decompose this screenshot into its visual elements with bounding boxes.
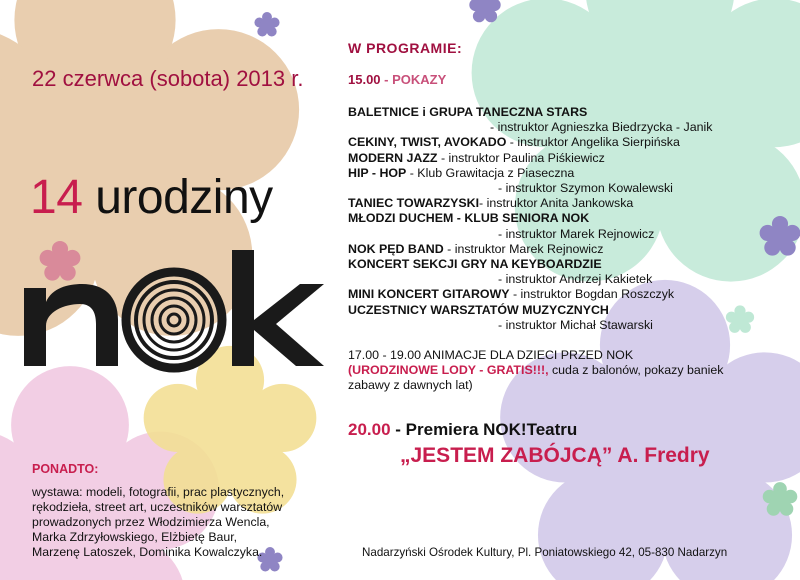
- program-instructor: - instruktor Michał Stawarski: [498, 317, 653, 332]
- tiny-mint-flower: [726, 305, 754, 332]
- footer-address: Nadarzyński Ośrodek Kultury, Pl. Poniatowskiego 42, 05-830 Nadarzyn: [362, 546, 728, 559]
- program-act: UCZESTNICY WARSZTATÓW MUZYCZNYCH: [348, 302, 609, 317]
- program-line: [348, 303, 609, 318]
- premiere-time: 20.00: [348, 420, 391, 439]
- extras-line: Marka Zdrzyłowskiego, Elżbietę Baur,: [32, 530, 238, 544]
- program-instructor: - Klub Grawitacja z Piaseczna: [406, 165, 575, 180]
- program-line: [348, 105, 587, 120]
- logo-letter-n: [24, 284, 118, 366]
- program-instructor: - instruktor Bogdan Roszczyk: [509, 287, 675, 302]
- program-act: MŁODZI DUCHEM - KLUB SENIORA NOK: [348, 211, 590, 226]
- program-act: HIP - HOP: [348, 165, 407, 180]
- free-ice-cream: (URODZINOWE LODY - GRATIS!!!,: [348, 363, 549, 377]
- program-instructor: - instruktor Szymon Kowalewski: [498, 181, 673, 195]
- program-line: [490, 120, 712, 135]
- program-act: MODERN JAZZ: [348, 150, 438, 165]
- animations-line: (URODZINOWE LODY - GRATIS!!!, cuda z balonów, pokazy baniek: [348, 363, 724, 377]
- birthday-title: [30, 170, 273, 225]
- extras-line: Marzenę Latoszek, Dominika Kowalczyka.: [32, 545, 263, 559]
- program-line: [348, 211, 589, 226]
- program-act: BALETNICE i GRUPA TANECZNA STARS: [348, 105, 588, 119]
- premiere-label: - Premiera NOK!Teatru: [390, 420, 578, 439]
- program-instructor: - instruktor Andrzej Kakietek: [498, 272, 653, 287]
- extras-heading: PONADTO:: [32, 462, 99, 476]
- nok-logo: [24, 250, 324, 380]
- program-line: [498, 272, 652, 287]
- program-line: [348, 166, 574, 181]
- birthday-word: urodziny: [95, 171, 273, 224]
- birthday-number: 14: [30, 171, 83, 224]
- program-instructor: - instruktor Marek Rejnowicz: [443, 241, 604, 256]
- program-line: [348, 257, 602, 272]
- extras-line: rękodzieła, street art, uczestników warsztatów: [32, 500, 283, 514]
- logo-letter-o: [126, 272, 222, 368]
- program-act: TANIEC TOWARZYSKI: [348, 196, 480, 211]
- program-line: [348, 151, 605, 166]
- program-act: CEKINY, TWIST, AVOKADO: [348, 135, 507, 150]
- program-line: [348, 242, 603, 257]
- animations-line: 17.00 - 19.00 ANIMACJE DLA DZIECI PRZED NOK: [348, 348, 634, 362]
- animations-line: zabawy z dawnych lat): [348, 378, 473, 392]
- event-date: 22 czerwca (sobota) 2013 r.: [32, 66, 304, 91]
- program-instructor: - instruktor Marek Rejnowicz: [498, 226, 655, 241]
- program-act: NOK PĘD BAND: [348, 241, 444, 256]
- logo-letter-k: [232, 250, 324, 366]
- program-line: [348, 135, 680, 150]
- program-line: [348, 196, 633, 211]
- program-instructor: - instruktor Anita Jankowska: [479, 196, 634, 211]
- shows-label: - POKAZY: [384, 72, 447, 87]
- program-line: [498, 227, 654, 242]
- program-act: MINI KONCERT GITAROWY: [348, 287, 510, 302]
- program-instructor: - instruktor Angelika Sierpińska: [506, 135, 680, 150]
- program-heading: W PROGRAMIE:: [348, 40, 463, 56]
- extras-line: wystawa: modeli, fotografii, prac plastycznych,: [32, 485, 285, 499]
- premiere: [348, 420, 577, 440]
- program-line: [498, 318, 653, 333]
- premiere-title: „JESTEM ZABÓJCĄ” A. Fredry: [400, 444, 710, 467]
- shows-heading: [348, 72, 446, 87]
- extras-list: [32, 485, 284, 560]
- kids-animations: [348, 348, 724, 393]
- program-line: [348, 287, 674, 302]
- program-instructor: - instruktor Paulina Piśkiewicz: [437, 150, 605, 165]
- program-act: KONCERT SEKCJI GRY NA KEYBOARDZIE: [348, 257, 602, 271]
- program-instructor: - instruktor Agnieszka Biedrzycka - Janik: [490, 120, 713, 135]
- shows-time: 15.00: [348, 72, 381, 87]
- extras-line: prowadzonych przez Włodzimierza Wencla,: [32, 515, 270, 529]
- program-line: [498, 181, 673, 196]
